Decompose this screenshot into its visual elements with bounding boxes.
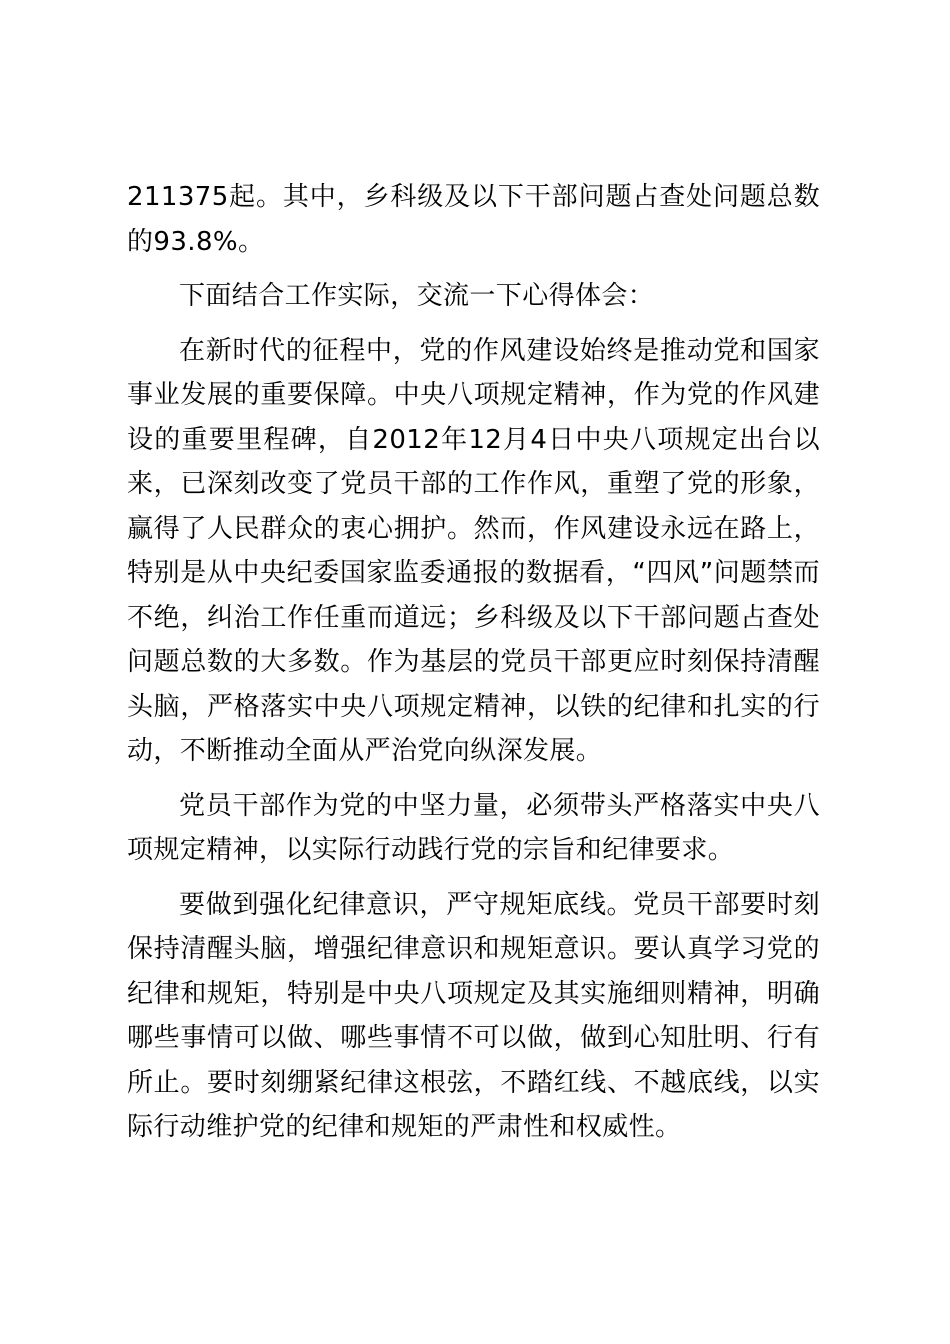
paragraph-body-1: 在新时代的征程中，党的作风建设始终是推动党和国家事业发展的重要保障。中央八项规定精神，作为党的作风建设的重要里程碑，自2012年12月4日中央八项规定出台以来，已深刻改变了党员干部的工作作风，重塑了党的形象，赢得了人民群众的衷心拥护。然而，作风建设永远在路上，特别是从中央纪委国家监委通报的数据看，“四风”问题禁而不绝，纠治工作任重而道远；乡科级及以下干部问题占查处问题总数的大多数。作为基层的党员干部更应时刻保持清醒头脑，严格落实中央八项规定精神，以铁的纪律和扎实的行动，不断推动全面从严治党向纵深发展。	[127, 335, 820, 766]
paragraph-body-3: 要做到强化纪律意识，严守规矩底线。党员干部要时刻保持清醒头脑，增强纪律意识和规矩意识。要认真学习党的纪律和规矩，特别是中央八项规定及其实施细则精神，明确哪些事情可以做、哪些事情不可以做，做到心知肚明、行有所止。要时刻绷紧纪律这根弦，不踏红线、不越底线，以实际行动维护党的纪律和规矩的严肃性和权威性。	[127, 889, 820, 1142]
paragraph-intro: 下面结合工作实际，交流一下心得体会：	[179, 281, 655, 311]
paragraph-body-2: 党员干部作为党的中坚力量，必须带头严格落实中央八项规定精神，以实际行动践行党的宗旨和纪律要求。	[127, 790, 820, 865]
paragraph-continuation: 211375起。其中，乡科级及以下干部问题占查处问题总数的93.8%。	[127, 182, 820, 257]
